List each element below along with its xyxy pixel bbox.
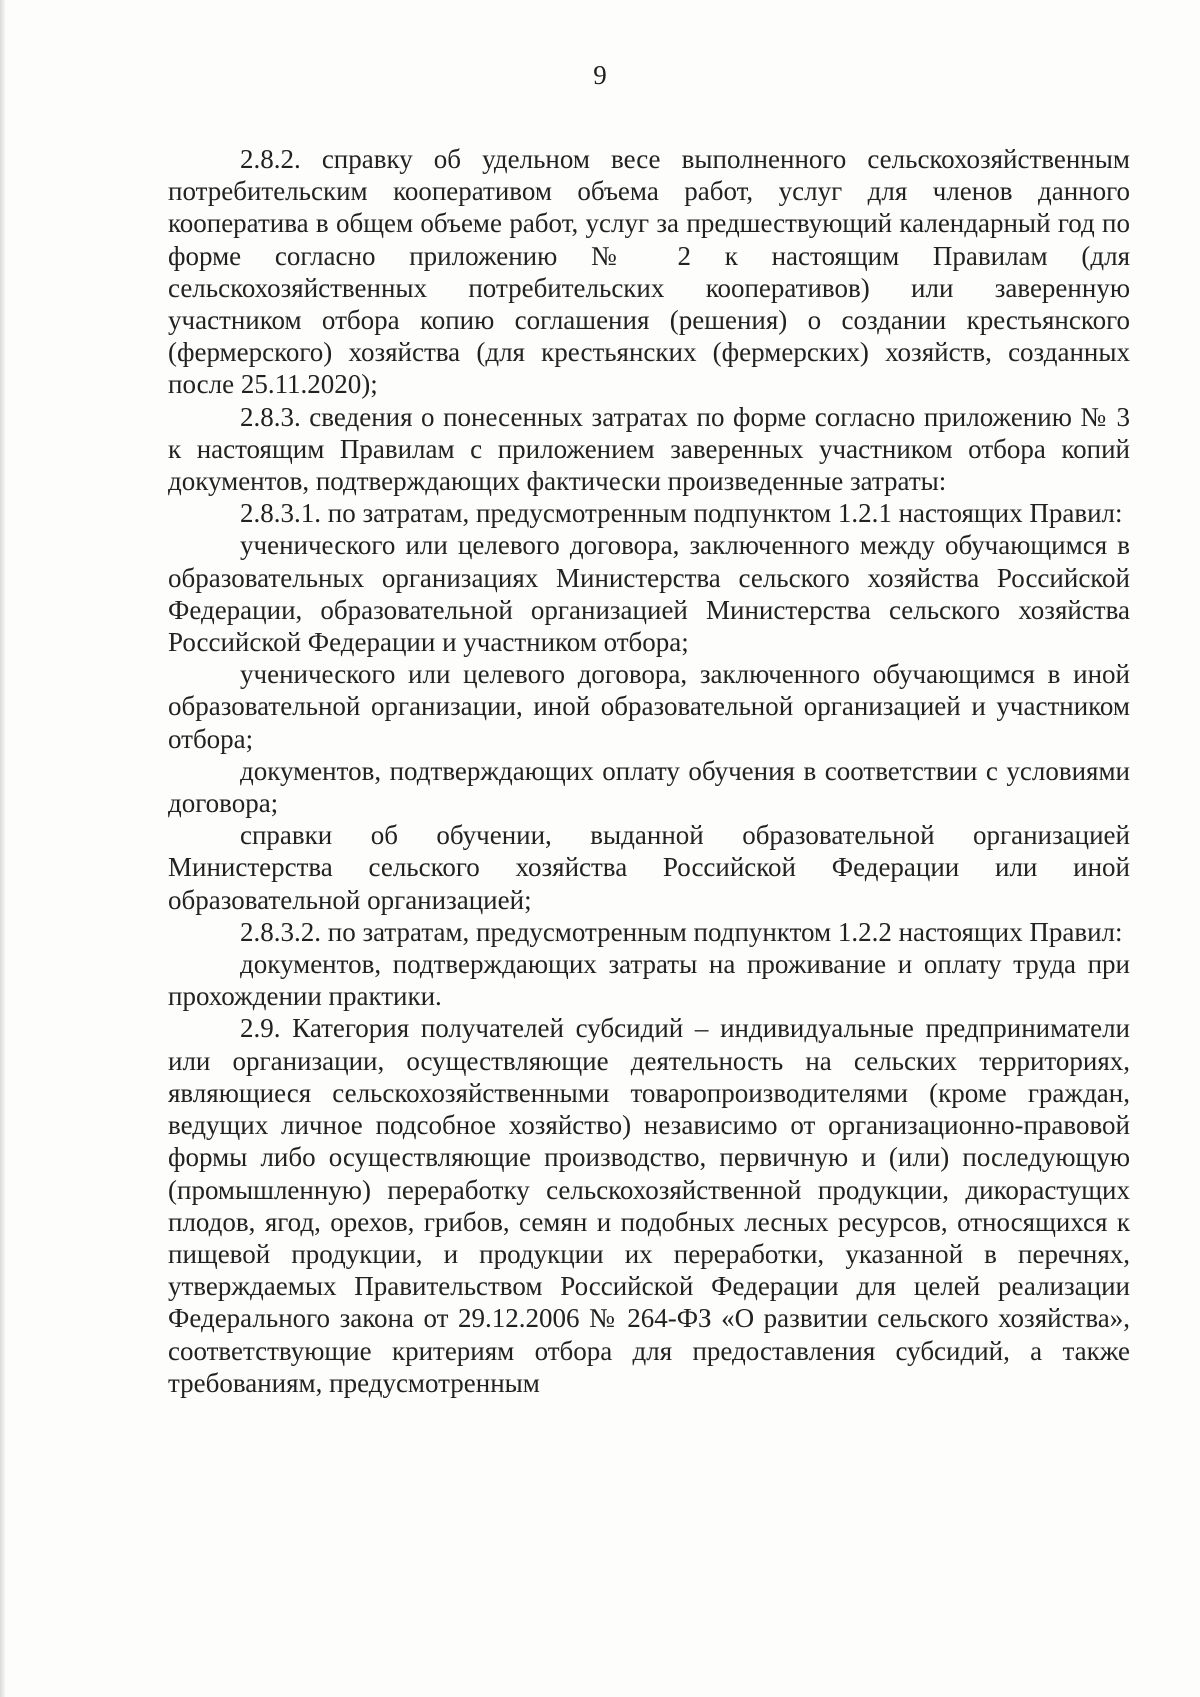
list-item-contract-ministry: ученического или целевого договора, заключенного между обучающимся в образовательных организациях Министерства сельского хозяйства Российской Федерации, образовательной организацией Министерства сельского хозяйства Российской Федерации и участником отбора; [168,530,1130,658]
paragraph-2-8-2: 2.8.2. справку об удельном весе выполненного сельскохозяйственным потребительским кооперативом объема работ, услуг для членов данного кооператива в общем объеме работ, услуг за предшествующий календарный год по форме согласно приложению № 2 к настоящим Правилам (для сельскохозяйственных потребительских кооперативов) или заверенную участником отбора копию соглашения (решения) о создании крестьянского (фермерского) хозяйства (для крестьянских (фермерских) хозяйств, созданных после 25.11.2020); [168,144,1130,400]
list-item-education-certificate: справки об обучении, выданной образовательной организацией Министерства сельского хозяйства Российской Федерации или иной образовательной организацией; [168,820,1130,915]
paragraph-2-8-3: 2.8.3. сведения о понесенных затратах по форме согласно приложению № 3 к настоящим Правилам с приложением заверенных участником отбора копий документов, подтверждающих фактически произведенные затраты: [168,401,1130,497]
list-item-payment-documents: документов, подтверждающих оплату обучения в соответствии с условиями договора; [168,755,1130,819]
list-item-practice-documents: документов, подтверждающих затраты на проживание и оплату труда при прохождении практики. [168,949,1130,1012]
list-item-contract-other: ученического или целевого договора, заключенного обучающимся в иной образовательной организации, иной образовательной организацией и участником отбора; [168,659,1130,754]
paragraph-2-9: 2.9. Категория получателей субсидий – индивидуальные предприниматели или организации, осуществляющие деятельность на сельских территориях, являющиеся сельскохозяйственными товаропроизводителями (кроме граждан, ведущих личное подсобное хозяйство) независимо от организационно-правовой формы либо осуществляющие производство, первичную и (или) последующую (промышленную) переработку сельскохозяйственной продукции, дикорастущих плодов, ягод, орехов, грибов, семян и подобных лесных ресурсов, относящихся к пищевой продукции, и продукции их переработки, указанной в перечнях, утверждаемых Правительством Российской Федерации для целей реализации Федерального закона от 29.12.2006 № 264-ФЗ «О развитии сельского хозяйства», соответствующие критериям отбора для предоставления субсидий, а также требованиям, предусмотренным [168,1013,1130,1398]
paragraph-2-8-3-1: 2.8.3.1. по затратам, предусмотренным подпунктом 1.2.1 настоящих Правил: [240,498,1123,529]
paragraph-2-8-3-2: 2.8.3.2. по затратам, предусмотренным подпунктом 1.2.2 настоящих Правил: [240,916,1123,947]
page-number: 9 [593,60,607,90]
document-body [168,143,1130,1399]
scan-edge-shadow [0,0,6,1697]
